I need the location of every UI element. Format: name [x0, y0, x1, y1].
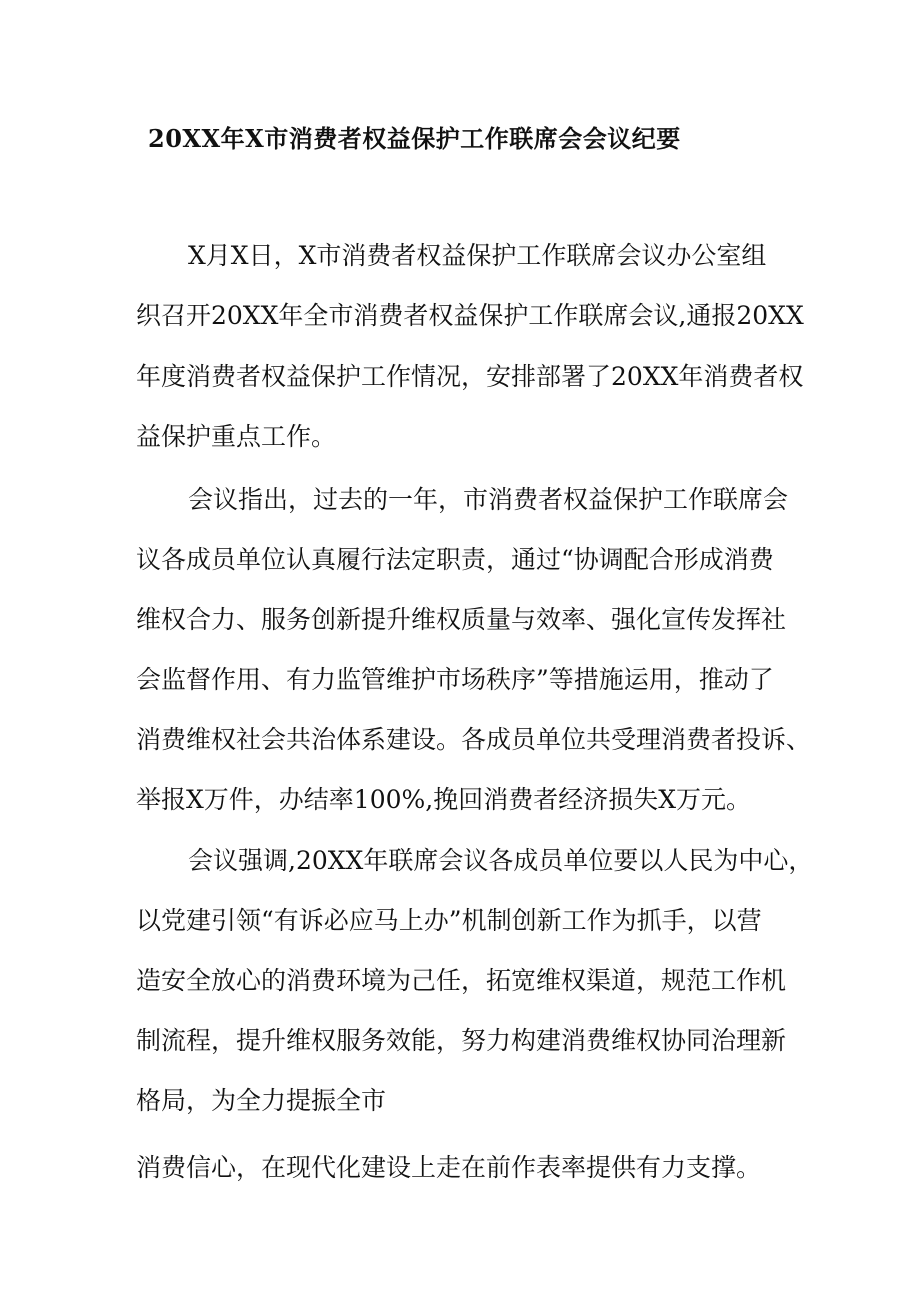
paragraph-2-line-3: 维权合力、服务创新提升维权质量与效率、强化宣传发挥社: [136, 605, 787, 634]
paragraph-2-line-6: 举报X万件，办结率100%,挽回消费者经济损失X万元。: [136, 785, 752, 814]
paragraph-3-line-4: 制流程，提升维权服务效能，努力构建消费维权协同治理新: [136, 1026, 787, 1055]
paragraph-2-line-1: 会议指出，过去的一年，市消费者权益保护工作联席会: [188, 485, 789, 514]
paragraph-3-line-3: 造安全放心的消费环境为己任，拓宽维权渠道，规范工作机: [136, 966, 787, 995]
paragraph-3-line-1: 会议强调,20XX年联席会议各成员单位要以人民为中心，: [188, 846, 814, 875]
paragraph-3-line-2: 以党建引领“有诉必应马上办”机制创新工作为抓手，以营: [136, 906, 762, 935]
paragraph-2-line-4: 会监督作用、有力监管维护市场秩序”等措施运用，推动了: [136, 665, 774, 694]
paragraph-1-line-3: 年度消费者权益保护工作情况，安排部署了20XX年消费者权: [136, 362, 804, 391]
paragraph-2-line-5: 消费维权社会共治体系建设。各成员单位共受理消费者投诉、: [136, 725, 812, 754]
paragraph-1-line-2: 织召开20XX年全市消费者权益保护工作联席会议,通报20XX: [136, 301, 804, 330]
paragraph-2-line-2: 议各成员单位认真履行法定职责，通过“协调配合形成消费: [136, 545, 774, 574]
paragraph-3-line-5: 格局，为全力提振全市: [136, 1086, 387, 1115]
paragraph-1-line-4: 益保护重点工作。: [136, 422, 337, 451]
document-title: 20XX年X市消费者权益保护工作联席会会议纪要: [148, 124, 681, 153]
paragraph-1-line-1: X月X日，X市消费者权益保护工作联席会议办公室组: [188, 241, 767, 270]
paragraph-4-line-1: 消费信心，在现代化建设上走在前作表率提供有力支撑。: [136, 1153, 762, 1182]
